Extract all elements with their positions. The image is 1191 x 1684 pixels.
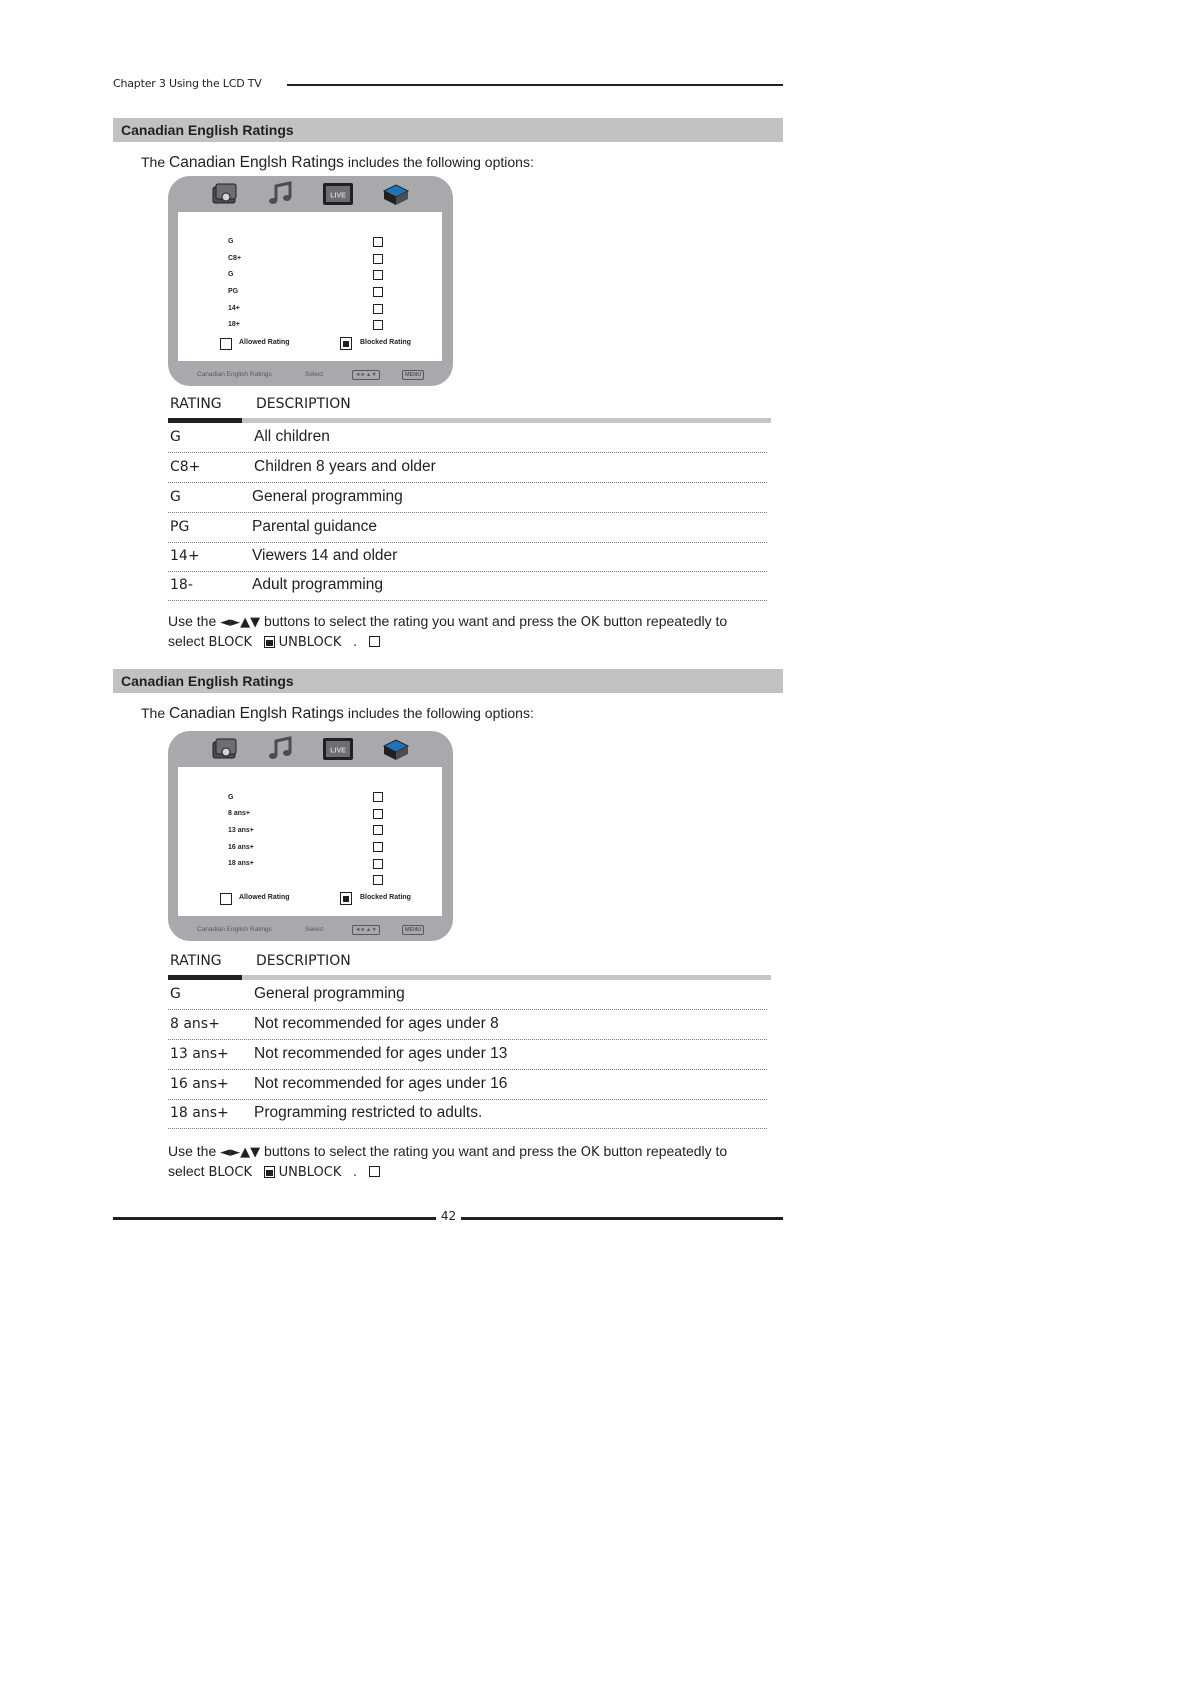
usage-note-line xyxy=(168,1142,727,1162)
usage-note-line xyxy=(168,1162,727,1182)
description-cell: General programming xyxy=(254,985,405,1002)
intro-text: includes the following options: xyxy=(347,154,534,170)
osd-rating-item[interactable]: C8+ xyxy=(228,255,242,262)
usage-note-line xyxy=(168,632,727,652)
rating-cell: 18- xyxy=(170,577,193,593)
usage-note xyxy=(168,612,727,652)
note-text: Use the xyxy=(168,1143,217,1159)
section-title: Canadian English Ratings xyxy=(121,122,294,138)
header-rule xyxy=(287,84,783,86)
osd-rating-item[interactable]: 16 ans+ xyxy=(228,844,254,851)
section-intro xyxy=(141,705,534,723)
osd-arrow-keys-icon: ◄►▲▼ xyxy=(352,925,380,935)
osd-rating-item[interactable]: 8 ans+ xyxy=(228,810,250,817)
osd-icon-row xyxy=(168,731,453,767)
note-text: button repeatedly to xyxy=(603,613,728,629)
usage-note-line xyxy=(168,612,727,632)
table-row xyxy=(168,423,767,453)
osd-footer-select: Select xyxy=(305,926,324,933)
page-number: 42 xyxy=(440,1209,457,1223)
rating-cell: 14+ xyxy=(170,548,200,564)
note-text: buttons to select the rating you want and press the xyxy=(264,1143,577,1159)
description-cell: Programming restricted to adults. xyxy=(254,1104,483,1121)
osd-menu-key-icon: MENU xyxy=(402,925,424,935)
osd-rating-item[interactable]: G xyxy=(228,238,234,245)
table-row xyxy=(168,1010,767,1040)
unblocked-box-icon xyxy=(369,1166,380,1177)
col-header-rating: RATING xyxy=(170,396,222,412)
table-row xyxy=(168,513,767,543)
osd-rating-checkbox[interactable] xyxy=(373,875,383,885)
live-label: LIVE xyxy=(330,747,346,755)
section-title-bar xyxy=(113,118,783,142)
osd-rating-item[interactable]: 14+ xyxy=(228,305,240,312)
intro-text: The xyxy=(141,154,166,170)
osd-icon-row xyxy=(168,176,453,212)
rating-cell: 8 ans+ xyxy=(170,1016,220,1032)
osd-rating-item[interactable]: 13 ans+ xyxy=(228,827,254,834)
section-title: Canadian English Ratings xyxy=(121,673,294,689)
block-label: BLOCK xyxy=(208,1165,253,1180)
description-cell: All children xyxy=(254,428,330,445)
ok-key-label: OK xyxy=(580,615,600,630)
osd-rating-item[interactable]: G xyxy=(228,271,234,278)
osd-rating-checkbox[interactable] xyxy=(373,859,383,869)
tv-osd-screen xyxy=(168,176,453,386)
osd-rating-checkbox[interactable] xyxy=(373,287,383,297)
blocked-lock-icon xyxy=(340,892,352,905)
description-cell: Parental guidance xyxy=(252,518,377,535)
description-cell: General programming xyxy=(252,488,403,505)
description-cell: Adult programming xyxy=(252,576,383,593)
rating-cell: C8+ xyxy=(170,459,201,475)
osd-menu-key-icon: MENU xyxy=(402,370,424,380)
rating-cell: 16 ans+ xyxy=(170,1076,229,1092)
osd-rating-checkbox[interactable] xyxy=(373,304,383,314)
allowed-legend-label: Allowed Rating xyxy=(239,339,290,346)
photo-icon xyxy=(210,736,240,762)
rating-cell: G xyxy=(170,986,181,1002)
live-label: LIVE xyxy=(330,192,346,200)
intro-text: The xyxy=(141,705,166,721)
osd-rating-checkbox[interactable] xyxy=(373,254,383,264)
intro-text: includes the following options: xyxy=(347,705,534,721)
description-cell: Viewers 14 and older xyxy=(252,547,398,564)
unblock-label: UNBLOCK xyxy=(278,1165,342,1180)
blocked-lock-icon xyxy=(264,636,275,648)
table-row xyxy=(168,453,767,483)
tv-osd-screen xyxy=(168,731,453,941)
blocked-legend-label: Blocked Rating xyxy=(360,339,411,346)
blocked-lock-icon xyxy=(264,1166,275,1178)
osd-footer-title: Canadian English Ratings xyxy=(197,371,272,378)
osd-footer-select: Select xyxy=(305,371,324,378)
description-cell: Not recommended for ages under 16 xyxy=(254,1075,508,1092)
allowed-legend-label: Allowed Rating xyxy=(239,894,290,901)
live-tv-icon xyxy=(322,181,354,207)
col-header-description: DESCRIPTION xyxy=(256,953,351,969)
osd-menu-panel xyxy=(178,767,442,916)
section-title-bar xyxy=(113,669,783,693)
note-text: . xyxy=(353,1163,357,1179)
footer-rule xyxy=(461,1217,783,1220)
ok-key-label: OK xyxy=(580,1145,600,1160)
note-text: Use the xyxy=(168,613,217,629)
intro-term: Canadian Englsh Ratings xyxy=(169,705,344,722)
osd-arrow-keys-icon: ◄►▲▼ xyxy=(352,370,380,380)
unblocked-box-icon xyxy=(369,636,380,647)
arrow-keys-icon: ◄►▲▼ xyxy=(220,615,261,630)
osd-rating-checkbox[interactable] xyxy=(373,825,383,835)
osd-rating-checkbox[interactable] xyxy=(373,237,383,247)
setup-icon xyxy=(381,181,411,207)
allowed-checkbox-icon xyxy=(220,338,232,350)
table-row xyxy=(168,1040,767,1070)
arrow-keys-icon: ◄►▲▼ xyxy=(220,1145,261,1160)
osd-rating-item[interactable]: G xyxy=(228,794,234,801)
note-text: select xyxy=(168,633,205,649)
rating-cell: 18 ans+ xyxy=(170,1105,229,1121)
col-header-rating: RATING xyxy=(170,953,222,969)
block-label: BLOCK xyxy=(208,635,253,650)
table-row xyxy=(168,483,767,513)
osd-rating-item[interactable]: 18+ xyxy=(228,321,240,328)
unblock-label: UNBLOCK xyxy=(278,635,342,650)
osd-rating-item[interactable]: PG xyxy=(228,288,239,295)
live-tv-icon xyxy=(322,736,354,762)
allowed-checkbox-icon xyxy=(220,893,232,905)
photo-icon xyxy=(210,181,240,207)
note-text: buttons to select the rating you want and press the xyxy=(264,613,577,629)
description-cell: Not recommended for ages under 13 xyxy=(254,1045,508,1062)
osd-rating-checkbox[interactable] xyxy=(373,842,383,852)
osd-rating-checkbox[interactable] xyxy=(373,320,383,330)
table-row xyxy=(168,542,767,572)
rating-cell: 13 ans+ xyxy=(170,1046,229,1062)
osd-menu-panel xyxy=(178,212,442,361)
table-row xyxy=(168,980,767,1010)
note-text: select xyxy=(168,1163,205,1179)
table-row xyxy=(168,571,767,601)
table-row xyxy=(168,1070,767,1100)
note-text: button repeatedly to xyxy=(603,1143,728,1159)
music-icon xyxy=(266,181,296,207)
rating-cell: G xyxy=(170,429,181,445)
osd-rating-item[interactable]: 18 ans+ xyxy=(228,860,254,867)
blocked-legend-label: Blocked Rating xyxy=(360,894,411,901)
music-icon xyxy=(266,736,296,762)
setup-icon xyxy=(381,736,411,762)
osd-rating-checkbox[interactable] xyxy=(373,270,383,280)
note-text: . xyxy=(353,633,357,649)
osd-footer-title: Canadian English Ratings xyxy=(197,926,272,933)
blocked-lock-icon xyxy=(340,337,352,350)
intro-term: Canadian Englsh Ratings xyxy=(169,154,344,171)
usage-note xyxy=(168,1142,727,1182)
col-header-description: DESCRIPTION xyxy=(256,396,351,412)
osd-rating-checkbox[interactable] xyxy=(373,792,383,802)
table-row xyxy=(168,1099,767,1129)
rating-cell: G xyxy=(170,489,181,505)
section-intro xyxy=(141,154,534,172)
footer-rule xyxy=(113,1217,436,1220)
osd-rating-checkbox[interactable] xyxy=(373,809,383,819)
description-cell: Children 8 years and older xyxy=(254,458,436,475)
description-cell: Not recommended for ages under 8 xyxy=(254,1015,499,1032)
rating-cell: PG xyxy=(170,519,190,535)
chapter-header: Chapter 3 Using the LCD TV xyxy=(113,77,262,90)
